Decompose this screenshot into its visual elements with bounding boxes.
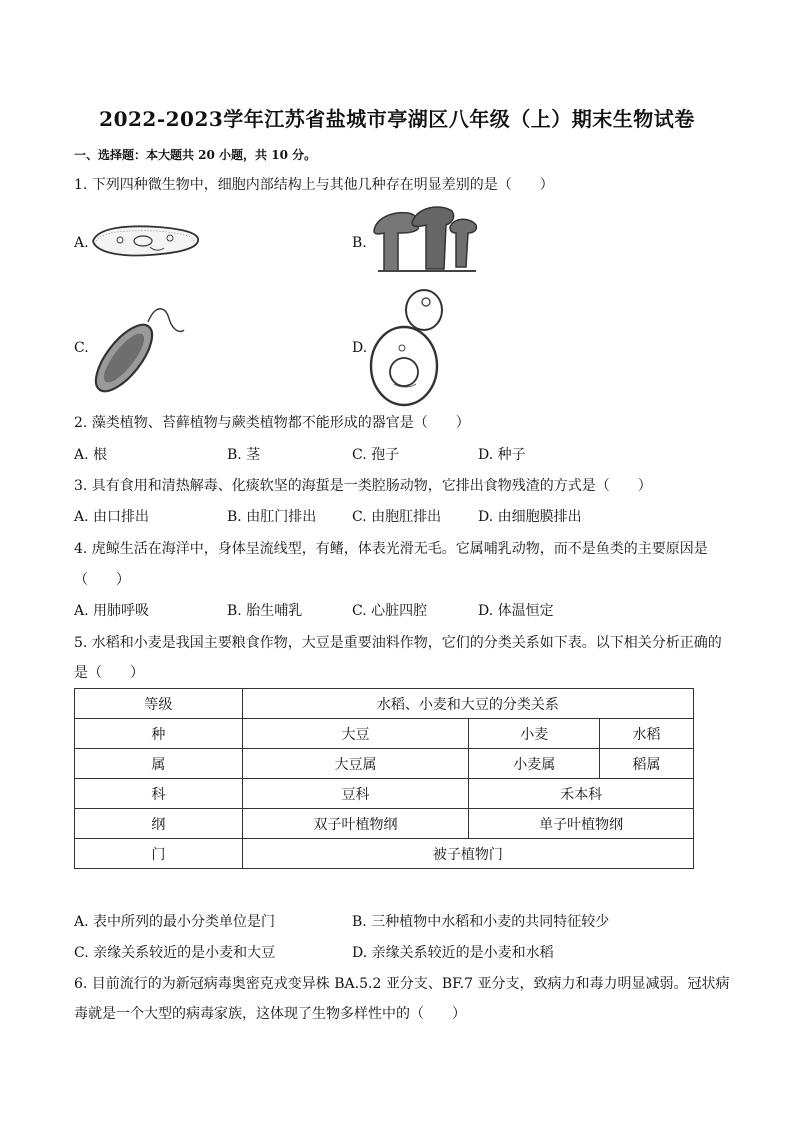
table-cell: 单子叶植物纲	[469, 809, 694, 839]
table-cell: 属	[75, 749, 243, 779]
q4-option-b: B. 胎生哺乳	[227, 603, 303, 619]
question-5-stem: 5. 水稻和小麦是我国主要粮食作物，大豆是重要油料作物，它们的分类关系如下表。以下相关分析正确的	[74, 635, 722, 651]
q4-option-d: D. 体温恒定	[478, 603, 554, 619]
q5-option-b: B. 三种植物中水稻和小麦的共同特征较少	[352, 914, 610, 930]
q1-label-c: C.	[74, 340, 89, 356]
table-row	[75, 779, 694, 809]
q3-option-d: D. 由细胞膜排出	[478, 509, 582, 525]
table-cell: 等级	[75, 689, 243, 719]
mushroom-drawing	[370, 203, 482, 275]
question-3-stem: 3. 具有食用和清热解毒、化痰软坚的海蜇是一类腔肠动物，它排出食物残渣的方式是（ ）	[74, 478, 652, 494]
q2-option-b: B. 茎	[227, 447, 261, 463]
classification-table	[74, 688, 694, 869]
question-1-stem: 1. 下列四种微生物中，细胞内部结构上与其他几种存在明显差别的是（ ）	[74, 177, 554, 193]
table-cell: 小麦	[469, 719, 600, 749]
q3-option-c: C. 由胞肛排出	[352, 509, 442, 525]
q1-label-b: B.	[352, 235, 367, 251]
table-cell: 小麦属	[469, 749, 600, 779]
table-row	[75, 719, 694, 749]
q2-option-c: C. 孢子	[352, 447, 400, 463]
table-row	[75, 749, 694, 779]
question-4-stem-cont: （ ）	[74, 572, 130, 588]
yeast-drawing	[366, 288, 450, 413]
bacterium-drawing	[84, 300, 186, 400]
table-cell: 科	[75, 779, 243, 809]
table-cell: 大豆	[242, 719, 469, 749]
table-cell: 豆科	[242, 779, 469, 809]
q1-label-a: A.	[74, 235, 89, 251]
q4-option-a: A. 用肺呼吸	[74, 603, 150, 619]
table-cell: 被子植物门	[242, 839, 693, 869]
question-2-stem: 2. 藻类植物、苔藓植物与蕨类植物都不能形成的器官是（ ）	[74, 415, 470, 431]
paramecium-drawing	[88, 221, 203, 261]
table-cell: 禾本科	[469, 779, 694, 809]
question-5-stem-cont: 是（ ）	[74, 665, 144, 681]
table-cell: 门	[75, 839, 243, 869]
page-title: 2022-2023学年江苏省盐城市亭湖区八年级（上）期末生物试卷	[99, 107, 695, 131]
table-cell: 水稻	[600, 719, 694, 749]
table-row	[75, 809, 694, 839]
table-cell: 稻属	[600, 749, 694, 779]
q4-option-c: C. 心脏四腔	[352, 603, 428, 619]
table-cell: 纲	[75, 809, 243, 839]
q2-option-a: A. 根	[74, 447, 108, 463]
table-row	[75, 839, 694, 869]
question-6-stem: 6. 目前流行的为新冠病毒奥密克戎变异株 BA.5.2 亚分支、BF.7 亚分支，致病力和毒力明显减弱。冠状病	[74, 976, 730, 992]
q5-option-d: D. 亲缘关系较近的是小麦和水稻	[352, 945, 554, 961]
table-cell: 双子叶植物纲	[242, 809, 469, 839]
table-header-row	[75, 689, 694, 719]
q5-option-a: A. 表中所列的最小分类单位是门	[74, 914, 276, 930]
section-heading: 一、选择题：本大题共 20 小题，共 10 分。	[74, 148, 317, 162]
table-cell: 种	[75, 719, 243, 749]
q1-label-d: D.	[352, 340, 368, 356]
q5-option-c: C. 亲缘关系较近的是小麦和大豆	[74, 945, 276, 961]
q2-option-d: D. 种子	[478, 447, 526, 463]
table-cell: 水稻、小麦和大豆的分类关系	[242, 689, 693, 719]
question-6-stem-cont: 毒就是一个大型的病毒家族，这体现了生物多样性中的（ ）	[74, 1006, 466, 1022]
q3-option-b: B. 由肛门排出	[227, 509, 317, 525]
q3-option-a: A. 由口排出	[74, 509, 150, 525]
table-cell: 大豆属	[242, 749, 469, 779]
question-4-stem: 4. 虎鲸生活在海洋中，身体呈流线型，有鳍，体表光滑无毛。它属哺乳动物，而不是鱼类的主要原因是	[74, 541, 708, 557]
